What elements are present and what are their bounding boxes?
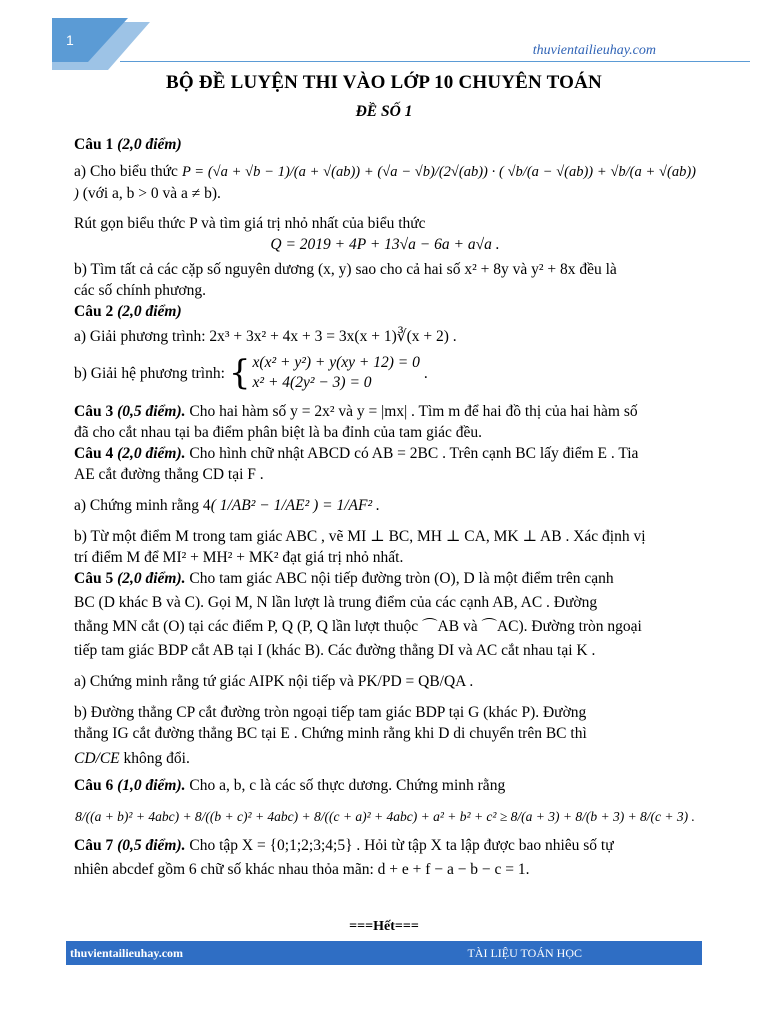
question-2a: a) Giải phương trình: 2x³ + 3x² + 4x + 3 = 3x(x + 1)∛(x + 2) . [74, 328, 457, 345]
problem-set [74, 134, 696, 880]
system-brace: { [228, 353, 251, 393]
question-3-line1: Câu 3 (0,5 điểm). Cho hai hàm số y = 2x² và y = |mx| . Tìm m để hai đồ thị của hai hàm số [74, 403, 638, 420]
document-title: BỘ ĐỀ LUYỆN THI VÀO LỚP 10 CHUYÊN TOÁN [166, 72, 602, 93]
question-4b-line1: b) Từ một điểm M trong tam giác ABC , vẽ MI ⊥ BC, MH ⊥ CA, MK ⊥ AB . Xác định vị [74, 528, 646, 545]
question-5b-line2: thẳng IG cắt đường thẳng BC tại E . Chứng minh rằng khi D di chuyển trên BC thì [74, 725, 587, 742]
system-eq-2: x² + 4(2y² − 3) = 0 [252, 374, 372, 391]
question-1-heading: Câu 1 (2,0 điểm) [74, 136, 182, 153]
question-5-line4: tiếp tam giác BDP cắt AB tại I (khác B). Các đường thẳng DI và AC cắt nhau tại K . [74, 642, 596, 659]
question-4b-line2: trí điểm M để MI² + MH² + MK² đạt giá trị nhỏ nhất. [74, 549, 404, 566]
end-mark: ===Hết=== [349, 919, 419, 934]
question-5-line2: BC (D khác B và C). Gọi M, N lần lượt là trung điểm của các cạnh AB, AC . Đường [74, 594, 598, 611]
question-1a: a) Cho biểu thức P = (√a + √b − 1)/(a + √(ab)) + (√a − √b)/(2√(ab)) · ( √b/(a − √(ab)) + √b/(a + √(ab)) ) (với a, b > 0 và a ≠ b). [74, 163, 697, 202]
question-2b: b) Giải hệ phương trình: { x(x² + y²) + y(xy + 12) = 0 x² + 4(2y² − 3) = 0 . [74, 353, 428, 393]
question-1b-line2: các số chính phương. [74, 282, 206, 299]
question-5b-line3: CD/CE không đổi. [74, 750, 190, 767]
question-1b-line1: b) Tìm tất cả các cặp số nguyên dương (x, y) sao cho cả hai số x² + 8y và y² + 8x đều là [74, 261, 617, 278]
question-5b-line1: b) Đường thẳng CP cắt đường tròn ngoại tiếp tam giác BDP tại G (khác P). Đường [74, 704, 587, 721]
expression-p: P = (√a + √b − 1)/(a + √(ab)) + (√a − √b)/(2√(ab)) · ( √b/(a − √(ab)) + √b/(a + √(ab)) ) [74, 164, 697, 202]
question-7-line2: nhiên abcdef gồm 6 chữ số khác nhau thỏa mãn: d + e + f − a − b − c = 1. [74, 861, 530, 878]
question-6-inequality: 8/((a + b)² + 4abc) + 8/((b + c)² + 4abc) + 8/((c + a)² + 4abc) + a² + b² + c² ≥ 8/(a + 3) + 8/(b + 3) + 8/(c + 3) . [75, 809, 695, 824]
site-link[interactable]: thuvientailieuhay.com [532, 43, 656, 58]
question-2-heading: Câu 2 (2,0 điểm) [74, 303, 182, 320]
expression-q: Q = 2019 + 4P + 13√a − 6a + a√a . [270, 236, 500, 253]
fraction-cd-ce: CD/CE [74, 750, 120, 767]
question-7-line1: Câu 7 (0,5 điểm). Cho tập X = {0;1;2;3;4;5} . Hỏi từ tập X ta lập được bao nhiêu số tự [74, 837, 614, 854]
question-1-line: Rút gọn biểu thức P và tìm giá trị nhỏ nhất của biểu thức [74, 215, 426, 232]
corner-decoration [0, 0, 150, 70]
question-4-line2: AE cắt đường thẳng CD tại F . [74, 466, 264, 483]
question-5a: a) Chứng minh rằng tứ giác AIPK nội tiếp và PK/PD = QB/QA . [74, 673, 474, 690]
question-6-line1: Câu 6 (1,0 điểm). Cho a, b, c là các số thực dương. Chứng minh rằng [74, 777, 506, 794]
question-5-line1: Câu 5 (2,0 điểm). Cho tam giác ABC nội tiếp đường tròn (O), D là một điểm trên cạnh [74, 570, 614, 587]
question-4-line1: Câu 4 (2,0 điểm). Cho hình chữ nhật ABCD có AB = 2BC . Trên cạnh BC lấy điểm E . Tia [74, 445, 639, 462]
system-eq-1: x(x² + y²) + y(xy + 12) = 0 [252, 354, 420, 371]
question-5-line3: thẳng MN cắt (O) tại các điểm P, Q (P, Q lần lượt thuộc ⌒AB và ⌒AC). Đường tròn ngoại [74, 618, 642, 635]
footer-bar [66, 941, 702, 965]
footer-caption: TÀI LIỆU TOÁN HỌC [467, 946, 582, 960]
question-4a: a) Chứng minh rằng 4( 1/AB² − 1/AE² ) = 1/AF² . [74, 497, 380, 514]
footer-site-link[interactable]: thuvientailieuhay.com [70, 946, 184, 960]
document-subtitle: ĐỀ SỐ 1 [355, 103, 413, 120]
question-3-line2: đã cho cắt nhau tại ba điểm phân biệt là ba đỉnh của tam giác đều. [74, 424, 483, 441]
header-rule [120, 61, 750, 62]
page-number: 1 [66, 32, 74, 48]
